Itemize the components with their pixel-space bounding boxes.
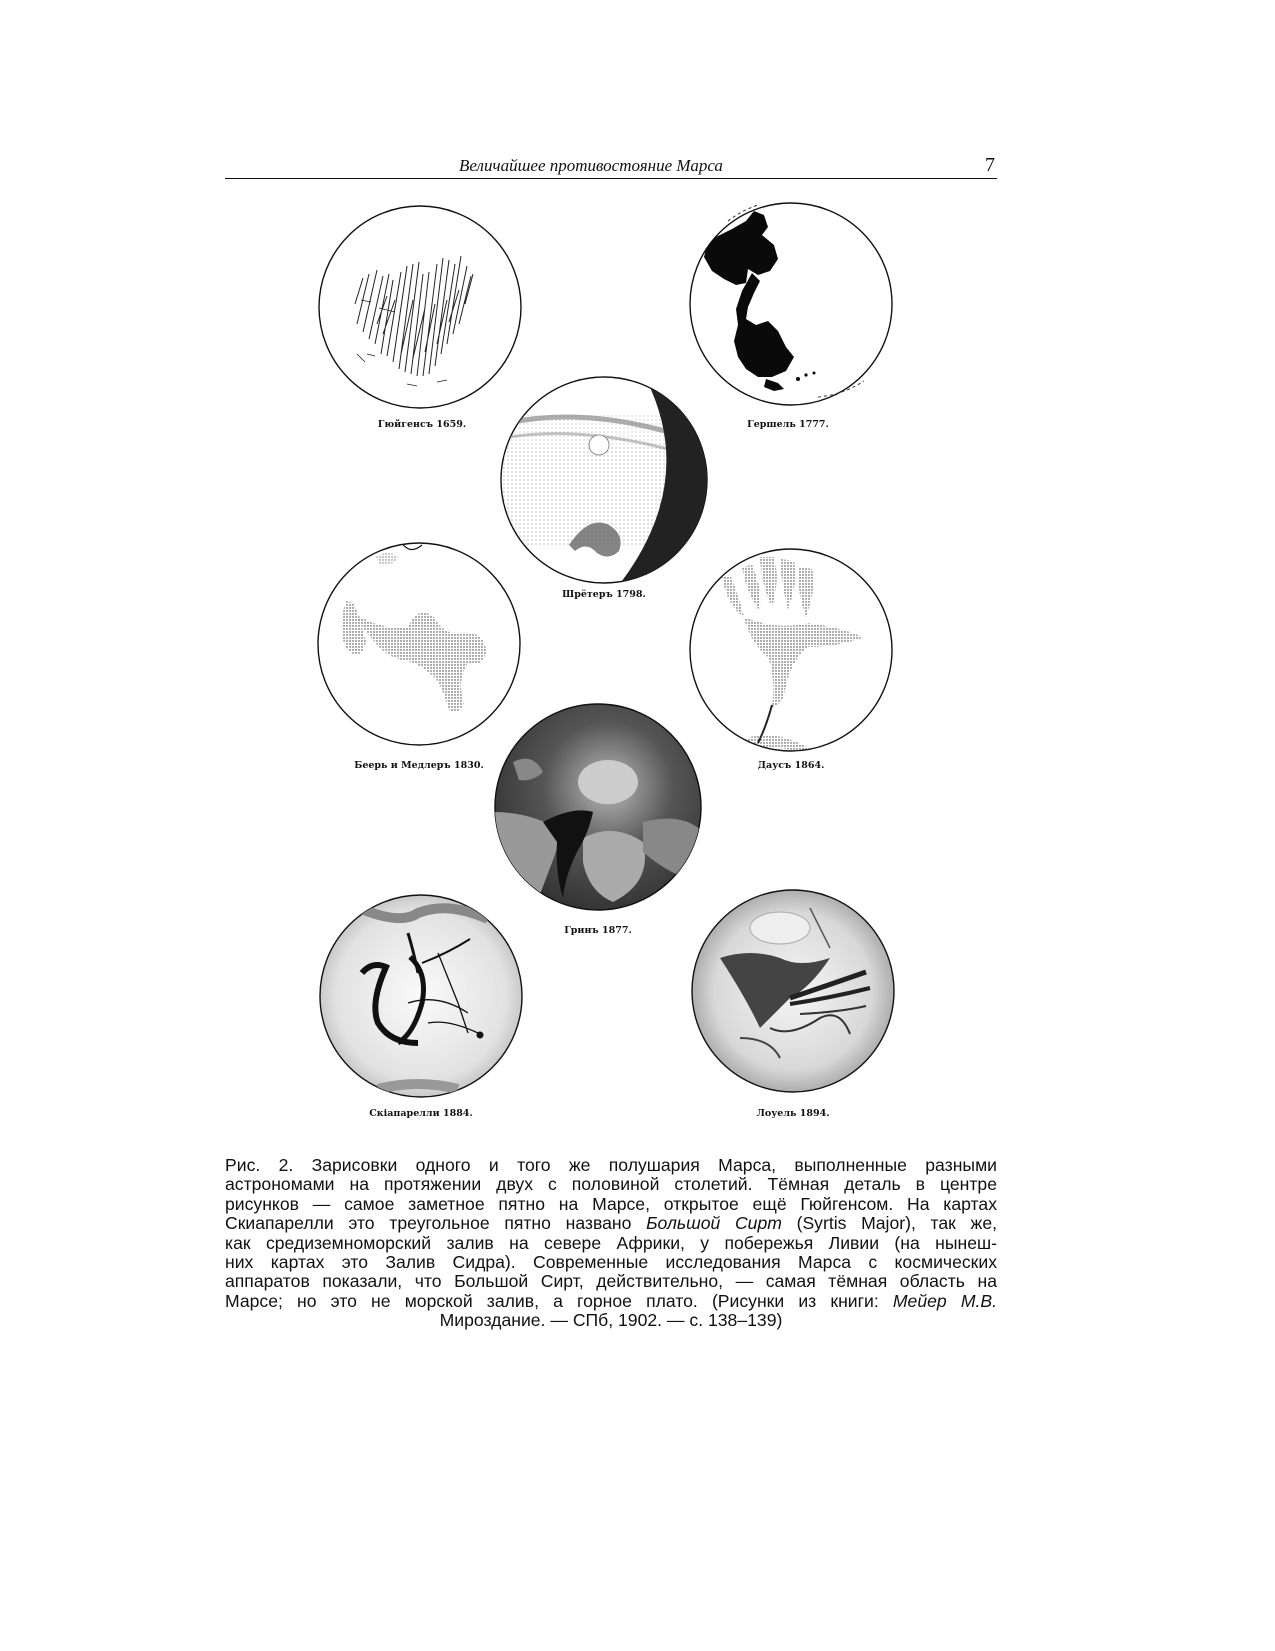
caption-line: аппаратов показали, что Большой Сирт, действительно, — самая тёмная область на — [225, 1271, 997, 1292]
caption-line: них картах это Залив Сидра). Современные исследования Марса с космических — [225, 1252, 997, 1273]
running-header-title: Величайшее противостояние Марса — [459, 156, 723, 175]
caption-line: Рис. 2. Зарисовки одного и того же полушария Марса, выполненные разными — [225, 1155, 997, 1175]
plate-label-herschel: Гершель 1777. — [747, 419, 829, 430]
plate-dawes-1864 — [688, 547, 894, 753]
caption-citation-author: Мейер М.В. — [892, 1290, 997, 1311]
caption-line: как средиземноморский залив на севере Африки, у побережья Ливии (на нынеш- — [225, 1232, 997, 1253]
plate-label-beer-maedler: Беерь и Медлеръ 1830. — [354, 760, 484, 771]
plate-herschel-1777 — [688, 201, 894, 407]
plate-label-schroeter: Шрётеръ 1798. — [562, 589, 646, 600]
caption-line: Марсе; но это не морской залив, а горное плато. (Рисунки из книги: Мейер М.В. — [225, 1290, 997, 1311]
running-header — [225, 156, 997, 179]
plate-label-schiaparelli: Скiапарелли 1884. — [369, 1108, 473, 1119]
plate-label-dawes: Даусъ 1864. — [757, 760, 825, 771]
plate-schroeter-1798 — [499, 375, 709, 585]
figure-caption — [225, 1156, 997, 1331]
plate-huygens-1659 — [317, 204, 523, 410]
plate-green-1877 — [493, 702, 703, 912]
plate-label-green: Гринъ 1877. — [564, 925, 632, 936]
plate-label-huygens: Гюйгенсъ 1659. — [377, 419, 467, 430]
plate-lowell-1894 — [690, 888, 896, 1094]
caption-line: рисунков — самое заметное пятно на Марсе, открытое ещё Гюйгенсом. На картах — [225, 1193, 997, 1214]
plate-label-lowell: Лоуель 1894. — [756, 1108, 830, 1119]
caption-term-syrtis: Большой Сирт — [646, 1213, 782, 1234]
caption-line: астрономами на протяжении двух с половиной столетий. Тёмная деталь в центре — [225, 1174, 997, 1195]
plate-schiaparelli-1884 — [318, 893, 524, 1099]
plate-beer-maedler-1830 — [316, 541, 522, 747]
caption-line-last: Мироздание. — СПб, 1902. — с. 138–139) — [439, 1310, 783, 1331]
caption-line: Скиапарелли это треугольное пятно названо Большой Сирт (Syrtis Major), так же, — [225, 1213, 997, 1234]
page-number: 7 — [985, 154, 995, 176]
